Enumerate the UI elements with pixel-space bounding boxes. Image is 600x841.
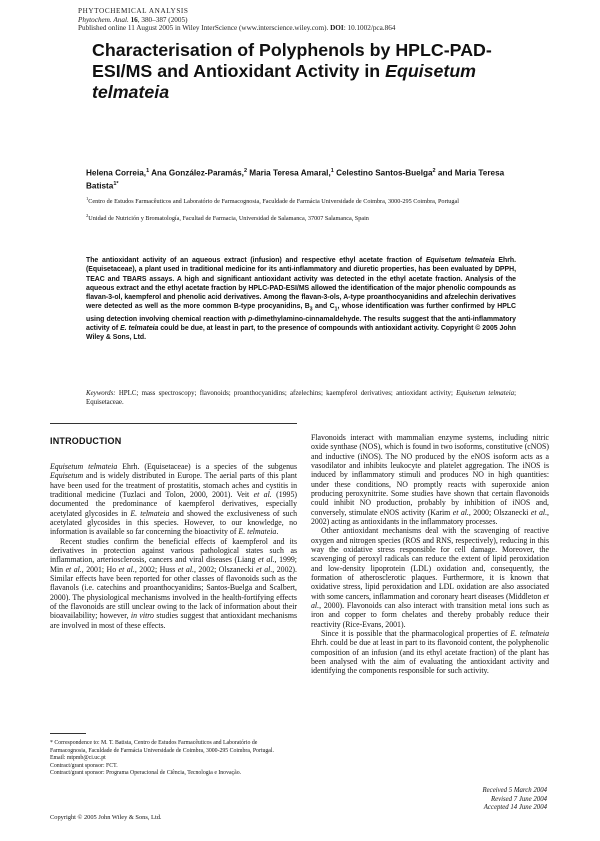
abstract-subscript: 1 <box>334 306 338 313</box>
citation-volume: 16 <box>130 15 138 24</box>
grant-sponsor: Contract/grant sponsor: Programa Operacional de Ciência, Tecnologia e Inovação. <box>50 770 242 776</box>
abstract-text: and C <box>312 303 335 311</box>
section-heading-introduction: INTRODUCTION <box>50 436 122 446</box>
publication-line <box>78 24 538 33</box>
citation-line <box>78 16 538 25</box>
author-affiliation-mark: 1* <box>113 180 119 187</box>
et-al: et al. <box>253 489 272 499</box>
author-affiliation-mark: 2 <box>243 168 247 174</box>
abstract-text: could be due, at least in part, to the presence of compounds with antioxidant activity. Copyright © 2005 John Wiley & Sons, Ltd. <box>86 325 516 342</box>
author-name: Celestino Santos-Buelga <box>333 168 433 178</box>
affiliation-mark: 1 <box>86 196 89 201</box>
body-text: and is widely distributed in Europe. The aerial parts of this plant have been used for the treatment of prostatitis, stomach aches and cystitis in traditional medicine (Tuzlaci and Tolon, 2000, 2001). Veit <box>50 471 297 499</box>
body-text: , 2000). Flavonoids can also interact with transition metal ions such as iron and copper to form chelates and thereby probably reduce their reactivity (Rice-Evans, 2001). <box>311 600 549 629</box>
body-text: , 2000; Olszanecki <box>468 507 531 517</box>
body-text: , 2002) acting as antioxidants in the inflammatory processes. <box>311 507 550 526</box>
abstract-text: The antioxidant activity of an aqueous extract (infusion) and respective ethyl acetate fraction of <box>86 257 426 264</box>
author-list <box>86 166 516 191</box>
email: Email: mtpmb@ci.uc.pt <box>50 755 106 761</box>
et-al: et al. <box>256 564 273 574</box>
abstract-text: Ehrh. (Equisetaceae), a plant used in traditional medicine for its anti-inflammatory and diuretic properties, has been evaluated by DPPH, TEAC and TBARS assays. A high and significant antioxidant activity was detected in the ethyl acetate fraction. Analysis of the aqueous extract and the ethyl acetate fraction by HPLC-PAD-ESI/MS allowed the identification of the major phenolic compounds as flavan-3-ol, kaempferol and phenolic acid derivatives. Among the flavan-3-ols, A-type proanthocyanidins and afzelechin derivatives were detected as well as the more common B-type procyanidins, B <box>86 257 517 311</box>
revised-date: Revised 7 June 2004 <box>490 795 547 803</box>
author-affiliation-mark: 1 <box>146 168 150 174</box>
paragraph <box>50 537 297 630</box>
correspondence: * Correspondence to: M. T. Batista, Centro de Estudos Farmacêuticos and Laboratório de Farmacognosia, Faculdade de Farmácia Universidade de Coimbra, 3000-295 Coimbra, Portugal. <box>50 740 274 754</box>
doi-value: : 10.1002/pca.864 <box>343 24 396 33</box>
et-al: et al. <box>452 507 469 517</box>
et-al: et al. <box>258 555 275 565</box>
published-online: Published online 11 August 2005 in Wiley InterScience (www.interscience.wiley.com). <box>78 24 329 33</box>
paragraph <box>311 526 549 629</box>
footnote-divider <box>50 733 86 734</box>
species-name: E. telmateia <box>238 527 277 537</box>
body-text: Since it is possible that the pharmacological properties of <box>321 628 511 638</box>
affiliation-mark: 2 <box>86 213 89 218</box>
footnote <box>50 740 295 778</box>
author-affiliation-mark: 1 <box>330 168 334 174</box>
right-column <box>311 433 549 676</box>
body-text: . <box>276 527 279 537</box>
abstract-italic: p <box>247 315 253 323</box>
body-text: , 1999; Min <box>50 555 297 574</box>
et-al: et al. <box>530 507 548 517</box>
author-name: Helena Correia, <box>86 168 147 178</box>
paragraph <box>311 433 549 526</box>
species-name: E. telmateia <box>510 628 550 638</box>
in-vitro: in vitro <box>130 611 154 621</box>
grant-sponsor: Contract/grant sponsor: FCT. <box>50 762 118 769</box>
keywords-text: HPLC; mass spectroscopy; flavonoids; proanthocyanidins; afzelechins; kaempferol derivatives; antioxidant activity; <box>115 390 457 397</box>
affiliation-text: Unidad de Nutrición y Bromatología, Facultad de Farmacia, Universidad de Salamanca, 37007 Salamanca, Spain <box>88 215 369 223</box>
abstract-text: , whose identification was further confirmed by HPLC using detection involving chemical reaction with <box>86 303 517 323</box>
title-species: Equisetum telmateia <box>92 61 476 102</box>
keywords <box>86 389 516 408</box>
body-text: Other antioxidant mechanisms deal with the scavenging of reactive oxygen and nitrogen species (ROS and RNS, respectively), reducing in this way the oxidative stress responsible for cell damage. Moreover, the scavenging of peroxyl radicals can reduce the extent of lipid peroxidation and low-density lipoprotein (LDL) oxidation and, consequently, the formation of atherosclerotic plaques. Furthermore, it is known that oxidative stress, lipid peroxidation and LDL oxidation are also associated with some cancers, inflammation and coronary heart diseases (Middleton <box>311 526 549 601</box>
abstract-species: Equisetum telmateia <box>425 257 495 264</box>
species-name: E. telmateia <box>130 508 170 518</box>
body-text: Flavonoids interact with mammalian enzyme systems, including nitric oxide synthase (NOS), which is found in two isoforms, constitutive (cNOS) and inductive (iNOS). The NO produced by the eNOS isoform acts as a vasodilator and inhibits leukocyte and platelet aggregation. The iNOS is induced by inflammatory stimuli and produces NO in high quantities: under these conditions, NO promptly reacts with superoxide anion producing peroxynitrite. Some studies have shown that certain flavonoids could inhibit NO production, probably by inhibition of iNOS and, conversely, stimulate eNOS activity (Karim <box>311 433 549 517</box>
article-title <box>92 40 512 103</box>
affiliation-1 <box>86 195 526 206</box>
affiliation-2 <box>86 212 526 223</box>
footer-copyright: Copyright © 2005 John Wiley & Sons, Ltd. <box>50 814 162 821</box>
body-text: studies suggest that antioxidant mechanisms are involved in most of these effects. <box>50 611 298 630</box>
body-text: and showed the exclusiveness of such acetylated glycosides in this species. However, to our knowledge, no information is available so far concerning the bioactivity of <box>50 508 297 537</box>
keywords-end: ; Equisetaceae. <box>86 390 516 407</box>
author-name: Maria Teresa Amaral, <box>247 168 331 178</box>
left-column <box>50 462 297 630</box>
abstract <box>86 256 516 343</box>
received-date: Received 5 March 2004 <box>482 787 547 794</box>
journal-name: PHYTOCHEMICAL ANALYSIS <box>78 7 189 15</box>
paragraph <box>50 462 297 537</box>
body-text: , 2001; Ho <box>81 564 119 574</box>
author-name: and Maria Teresa Batista <box>86 168 505 191</box>
section-divider <box>50 423 297 424</box>
received-dates <box>483 787 547 813</box>
author-name: Ana González-Paramás, <box>149 168 244 178</box>
abstract-subscript: 3 <box>309 306 313 313</box>
journal-header <box>78 7 538 33</box>
body-text: Ehrh. could be due at least in part to its flavonoid content, the polyphenolic composition of an infusion (and its ethyl acetate fraction) of the plant has been analysed with the aim of evaluating the antioxidant activity and identifying the components responsible for such activity. <box>311 638 549 676</box>
citation-pages: , 380–387 (2005) <box>137 15 188 24</box>
keywords-species: Equisetum telmateia <box>456 390 515 397</box>
et-al: et al. <box>177 564 194 574</box>
et-al: et al. <box>118 564 135 574</box>
abstract-text: -dimethylamino-cinnamaldehyde. The results suggest that the anti-inflammatory activity of <box>86 315 516 333</box>
body-text: , 2002; Olszanecki <box>193 564 257 574</box>
species-name: Equisetum telmateia <box>50 462 118 471</box>
author-affiliation-mark: 2 <box>432 168 436 174</box>
et-al: et al. <box>65 564 82 574</box>
doi-label: DOI <box>330 24 344 33</box>
affiliation-text: Centro de Estudos Farmacêuticos and Laboratório de Farmacognosia, Faculdade de Farmácia Universidade de Coimbra, 3000-295 Coimbra, Portugal <box>88 198 459 206</box>
body-text: , 2002). Similar effects have been reported for other classes of flavonoids such as the flavanols (i.e. catechins and proanthocyanidins; Santos-Buelga and Scalbert, 2000). The physiological mechanisms involved in the health-fortifying effects of the flavonoids are still unclear owing to the lack of information about their bioavailability; however, <box>50 564 297 621</box>
body-text: Recent studies confirm the beneficial effects of kaempferol and its derivatives in protection against various pathological states such as inflammation, arteriosclerosis, cancers and viral diseases (Liang <box>50 536 297 565</box>
paragraph <box>311 629 549 676</box>
keywords-label: Keywords: <box>86 390 116 397</box>
et-al: et al. <box>311 591 549 610</box>
body-text: (1995) documented the predominance of kaempferol derivatives, especially acetylated glycosides in <box>50 489 298 518</box>
citation-journal: Phytochem. Anal. <box>78 15 129 24</box>
genus-name: Equisetum <box>50 471 84 481</box>
body-text: Ehrh. (Equisetaceae) is a species of the subgenus <box>117 462 297 471</box>
accepted-date: Accepted 14 June 2004 <box>483 804 547 812</box>
body-text: , 2002; Huss <box>134 564 178 574</box>
title-main: Characterisation of Polyphenols by HPLC-PAD-ESI/MS and Antioxidant Activity in <box>92 40 492 81</box>
abstract-species: E. telmateia <box>120 325 159 333</box>
